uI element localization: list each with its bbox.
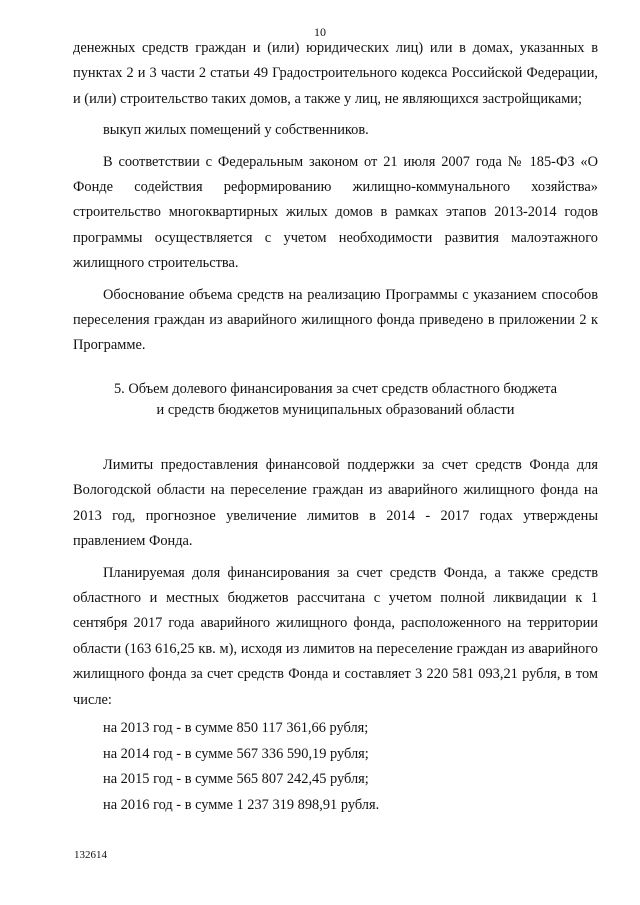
paragraph-justification: Обоснование объема средств на реализацию Программы с указанием способов переселения граждан из аварийного жилищного фонда приведено в приложении 2 к Программе. xyxy=(73,286,598,354)
paragraph-buyout: выкуп жилых помещений у собственников. xyxy=(103,122,369,139)
funding-item-2013: на 2013 год - в сумме 850 117 361,66 рубля; xyxy=(103,719,369,736)
section-heading-line-2: и средств бюджетов муниципальных образований области xyxy=(156,401,515,418)
section-heading xyxy=(73,379,598,421)
document-body xyxy=(73,36,598,818)
paragraph-federal-law: В соответствии с Федеральным законом от 21 июля 2007 года № 185-ФЗ «О Фонде содействия реформированию жилищно-коммунального хозяйства» строительство многоквартирных жилых домов в рамках этапов 2013-2014 годов программы осуществляется с учетом необходимости развития малоэтажного жилищного строительства. xyxy=(73,153,598,272)
paragraph-financing-share: Планируемая доля финансирования за счет средств Фонда, а также средств областного и местных бюджетов рассчитана с учетом полной ликвидации к 1 сентября 2017 года аварийного жилищного фонда, расположенного на территории области (163 616,25 кв. м), исходя из лимитов на переселение граждан из аварийного жилищного фонда за счет средств Фонда и составляет 3 220 581 093,21 рубля, в том числе: xyxy=(73,564,598,708)
paragraph-limits: Лимиты предоставления финансовой поддержки за счет средств Фонда для Вологодской области на переселение граждан из аварийного жилищного фонда на 2013 год, прогнозное увеличение лимитов в 2014 - 2017 годах утверждены правлением Фонда. xyxy=(73,456,598,550)
section-heading-line-1: 5. Объем долевого финансирования за счет средств областного бюджета xyxy=(113,380,558,397)
funding-item-2016: на 2016 год - в сумме 1 237 319 898,91 рубля. xyxy=(103,796,380,813)
document-id: 132614 xyxy=(74,849,107,861)
funding-item-2015: на 2015 год - в сумме 565 807 242,45 рубля; xyxy=(103,771,369,788)
page-number: 10 xyxy=(314,25,326,39)
funding-list xyxy=(73,716,598,818)
funding-item-2014: на 2014 год - в сумме 567 336 590,19 рубля; xyxy=(103,745,369,762)
paragraph-continuation: денежных средств граждан и (или) юридических лиц) или в домах, указанных в пунктах 2 и 3 части 2 статьи 49 Градостроительного кодекса Российской Федерации, и (или) строительство таких домов, а также у лиц, не являющихся застройщиками; xyxy=(73,40,598,107)
